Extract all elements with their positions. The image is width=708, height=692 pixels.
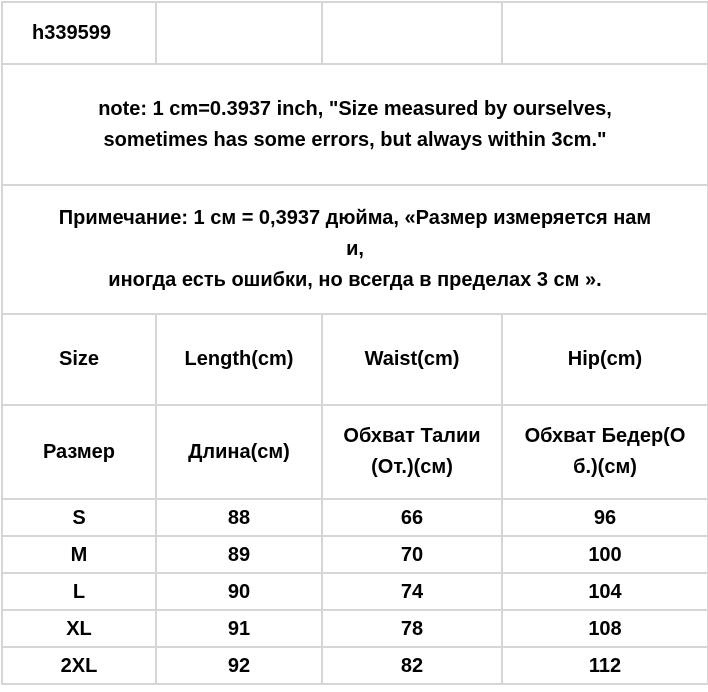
product-code-row [2, 2, 708, 64]
header-length-ru: Длина(см) [156, 405, 322, 499]
waist-cell: 66 [322, 499, 502, 536]
header-hip-ru: Обхват Бедер(О б.)(см) [502, 405, 708, 499]
header-size: Size [2, 314, 156, 405]
empty-cell [156, 2, 322, 64]
size-cell: 2XL [2, 647, 156, 684]
header-length: Length(cm) [156, 314, 322, 405]
header-row-english [2, 314, 708, 405]
english-note-row [2, 64, 708, 185]
header-size-ru: Размер [2, 405, 156, 499]
header-row-russian [2, 405, 708, 499]
russian-note-line-1: Примечание: 1 см = 0,3937 дюйма, «Размер измеряется нам [58, 207, 652, 229]
table-row [2, 536, 708, 573]
waist-cell: 82 [322, 647, 502, 684]
empty-cell [502, 2, 708, 64]
waist-cell: 78 [322, 610, 502, 647]
size-cell: L [2, 573, 156, 610]
header-waist-ru: Обхват Талии (От.)(см) [322, 405, 502, 499]
length-cell: 89 [156, 536, 322, 573]
hip-cell: 112 [502, 647, 708, 684]
english-note-line-2: sometimes has some errors, but always within 3cm." [103, 128, 607, 151]
length-cell: 91 [156, 610, 322, 647]
english-note-line-1: note: 1 cm=0.3937 inch, "Size measured by ourselves, [98, 97, 612, 120]
header-waist: Waist(cm) [322, 314, 502, 405]
table-row [2, 499, 708, 536]
size-chart-table [1, 1, 708, 685]
length-cell: 90 [156, 573, 322, 610]
russian-note [2, 185, 708, 314]
hip-cell: 108 [502, 610, 708, 647]
table-row [2, 573, 708, 610]
waist-cell: 74 [322, 573, 502, 610]
length-cell: 92 [156, 647, 322, 684]
size-cell: S [2, 499, 156, 536]
hip-cell: 96 [502, 499, 708, 536]
hip-cell: 100 [502, 536, 708, 573]
english-note [2, 64, 708, 185]
hip-cell: 104 [502, 573, 708, 610]
size-cell: XL [2, 610, 156, 647]
russian-note-line-3: иногда есть ошибки, но всегда в пределах 3 см ». [108, 269, 602, 291]
size-cell: M [2, 536, 156, 573]
product-code: h339599 [2, 2, 156, 64]
empty-cell [322, 2, 502, 64]
russian-note-row [2, 185, 708, 314]
header-hip: Hip(cm) [502, 314, 708, 405]
russian-note-line-2: и, [346, 238, 364, 260]
table-row [2, 610, 708, 647]
waist-cell: 70 [322, 536, 502, 573]
table-row [2, 647, 708, 684]
length-cell: 88 [156, 499, 322, 536]
